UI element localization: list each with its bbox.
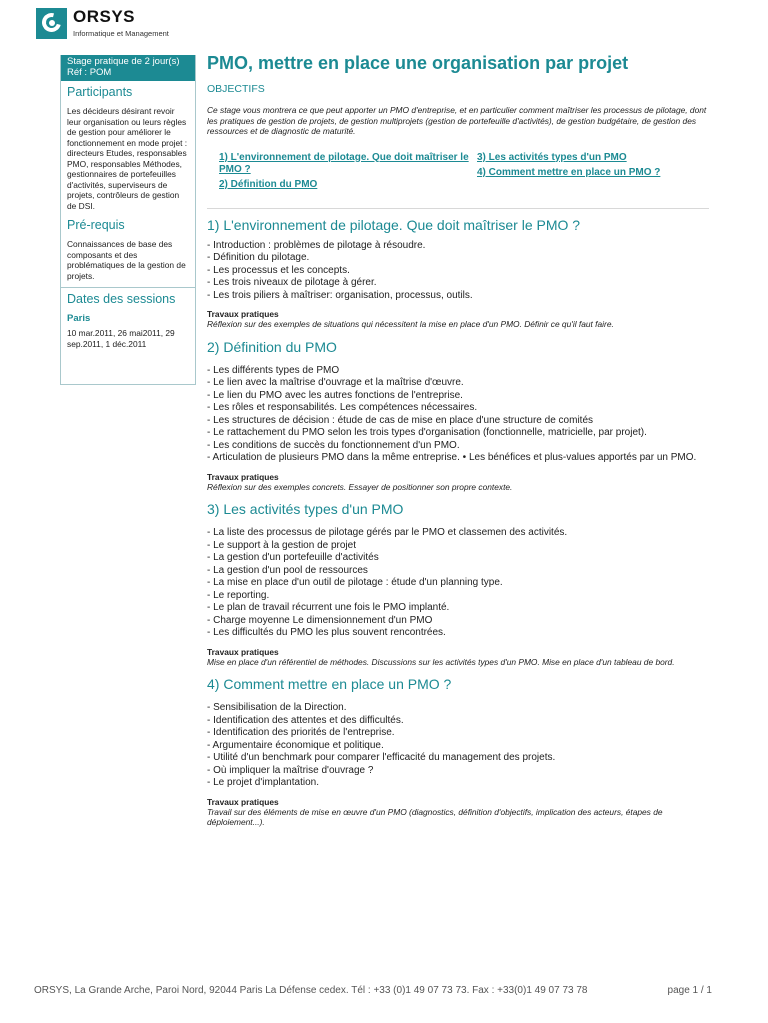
list-item: - Les structures de décision : étude de cas de mise en place d'une structure de comités: [207, 414, 594, 426]
section-2: [207, 339, 709, 493]
list-item: - Les rôles et responsabilités. Les compétences nécessaires.: [207, 402, 478, 413]
list-item: - Utilité d'un benchmark pour comparer l'efficacité du management des projets.: [207, 752, 556, 763]
list-item: - La mise en place d'un outil de pilotage : étude d'un planning type.: [207, 577, 503, 588]
divider: [207, 208, 709, 209]
objectives-text: Ce stage vous montrera ce que peut apporter un PMO d'entreprise, et en particulier comment maîtriser les processus de pilotage, dont les pratiques de gestion de projets, de gestion multiprojets (gestion de portefeuille d'activités), de gestion budgétaire, de gestion des ressources et de diagnostic de maturité.: [207, 105, 707, 136]
logo-tagline: Informatique et Management: [73, 29, 169, 38]
orsys-logo-icon: [36, 8, 67, 39]
participants-text: Les décideurs désirant revoir leur organisation ou leurs règles de gestion pour améliorer le fonctionnement en mode projet : directeurs Etudes, responsables PMO, responsables Méthodes, gestionnaires de portefeuilles d'activités, superviseurs de projets, contrôleurs de gestion de DSI.: [67, 106, 188, 211]
practical-work-label: Travaux pratiques: [207, 646, 279, 657]
participants-section: [61, 81, 195, 288]
objectives-title: OBJECTIFS: [207, 83, 265, 95]
list-item: - Identification des attentes et des difficultés.: [207, 714, 404, 726]
page-number: page 1 / 1: [667, 985, 712, 996]
list-item: - Introduction : problèmes de pilotage à résoudre.: [207, 239, 426, 251]
list-item: - Définition du pilotage.: [207, 252, 310, 263]
section-title: 3) Les activités types d'un PMO: [207, 501, 404, 517]
list-item: - Les trois niveaux de pilotage à gérer.: [207, 277, 377, 288]
table-of-contents: [207, 152, 709, 194]
page-title: PMO, mettre en place une organisation par projet: [207, 53, 629, 73]
list-item: - Le projet d'implantation.: [207, 777, 319, 788]
toc-link-section-1[interactable]: 1) L'environnement de pilotage. Que doit maîtriser le PMO ?: [219, 151, 469, 175]
list-item: - Sensibilisation de la Direction.: [207, 702, 347, 713]
list-item: - Les conditions de succès du fonctionnement d'un PMO.: [207, 439, 460, 451]
list-item: - Le lien du PMO avec les autres fonctions de l'entreprise.: [207, 389, 463, 401]
main-content: [207, 52, 709, 828]
toc-link-section-4[interactable]: 4) Comment mettre en place un PMO ?: [477, 166, 661, 178]
list-item: - Argumentaire économique et politique.: [207, 739, 384, 751]
footer-address: ORSYS, La Grande Arche, Paroi Nord, 92044 Paris La Défense cedex. Tél : +33 (0)1 49 07 73 73. Fax : +33(0)1 49 07 73 78: [34, 985, 588, 996]
session-dates: 10 mar.2011, 26 mai2011, 29 sep.2011, 1 déc.2011: [67, 328, 175, 349]
sessions-title: Dates des sessions: [67, 292, 176, 306]
practical-work-label: Travaux pratiques: [207, 471, 279, 482]
section-title: 1) L'environnement de pilotage. Que doit maîtriser le PMO ?: [207, 216, 581, 233]
section-1: [207, 217, 709, 330]
prereq-text: Connaissances de base des composants et des problématiques de la gestion de projets.: [67, 239, 186, 281]
practical-work-label: Travaux pratiques: [207, 796, 279, 807]
list-item: - La gestion d'un pool de ressources: [207, 564, 368, 576]
list-item: - Identification des priorités de l'entreprise.: [207, 727, 395, 738]
practical-work-text: Réflexion sur des exemples de situations qui nécessitent la mise en place d'un PMO. Définir ce qu'il faut faire.: [207, 319, 614, 329]
section-title: 4) Comment mettre en place un PMO ?: [207, 676, 452, 692]
list-item: - Où impliquer la maîtrise d'ouvrage ?: [207, 764, 374, 776]
course-sidebar: [60, 55, 196, 385]
practical-work-text: Travail sur des éléments de mise en œuvre d'un PMO (diagnostics, définition d'objectifs, implication des acteurs, étapes de déploiement...).: [207, 806, 663, 827]
list-item: - Le lien avec la maîtrise d'ouvrage et la maîtrise d'œuvre.: [207, 377, 464, 388]
list-item: - Les difficultés du PMO les plus souvent rencontrées.: [207, 627, 446, 638]
section-title: 2) Définition du PMO: [207, 338, 337, 355]
section-list: [207, 240, 709, 303]
stage-duration: Stage pratique de 2 jour(s): [67, 56, 180, 67]
toc-link-section-3[interactable]: 3) Les activités types d'un PMO: [477, 151, 627, 163]
prereq-title: Pré-requis: [67, 218, 125, 232]
orsys-logo: [36, 8, 169, 39]
list-item: - La liste des processus de pilotage gérés par le PMO et classemen des activités.: [207, 527, 568, 538]
practical-work-text: Réflexion sur des exemples concrets. Essayer de positionner son propre contexte.: [207, 481, 513, 492]
section-4: [207, 676, 709, 828]
section-3: [207, 501, 709, 667]
sessions-section: [61, 288, 195, 355]
toc-link-section-2[interactable]: 2) Définition du PMO: [219, 178, 318, 190]
list-item: - Le support à la gestion de projet: [207, 539, 356, 551]
section-list: [207, 365, 709, 465]
section-list: [207, 527, 709, 640]
course-reference: Réf : POM: [67, 67, 112, 78]
list-item: - Le plan de travail récurrent une fois le PMO implanté.: [207, 602, 450, 613]
list-item: - Le rattachement du PMO selon les trois types d'organisation (fonctionnelle, matricielle, par projet).: [207, 427, 647, 438]
participants-title: Participants: [67, 85, 133, 99]
list-item: - Articulation de plusieurs PMO dans la même entreprise. • Les bénéfices et plus-values apportés par un PMO.: [207, 452, 697, 463]
section-list: [207, 702, 709, 790]
session-city: Paris: [67, 313, 91, 324]
list-item: - Le reporting.: [207, 589, 270, 601]
list-item: - Les processus et les concepts.: [207, 264, 350, 276]
practical-work-text: Mise en place d'un référentiel de méthodes. Discussions sur les activités types d'un PMO. Mise en place d'un tableau de bord.: [207, 656, 675, 667]
list-item: - La gestion d'un portefeuille d'activités: [207, 552, 379, 563]
stage-header: [61, 55, 195, 81]
list-item: - Les trois piliers à maîtriser: organisation, processus, outils.: [207, 289, 473, 301]
list-item: - Les différents types de PMO: [207, 364, 340, 376]
practical-work-label: Travaux pratiques: [207, 309, 279, 319]
logo-name: ORSYS: [73, 7, 136, 26]
list-item: - Charge moyenne Le dimensionnement d'un PMO: [207, 614, 433, 626]
page-footer: [34, 985, 712, 996]
